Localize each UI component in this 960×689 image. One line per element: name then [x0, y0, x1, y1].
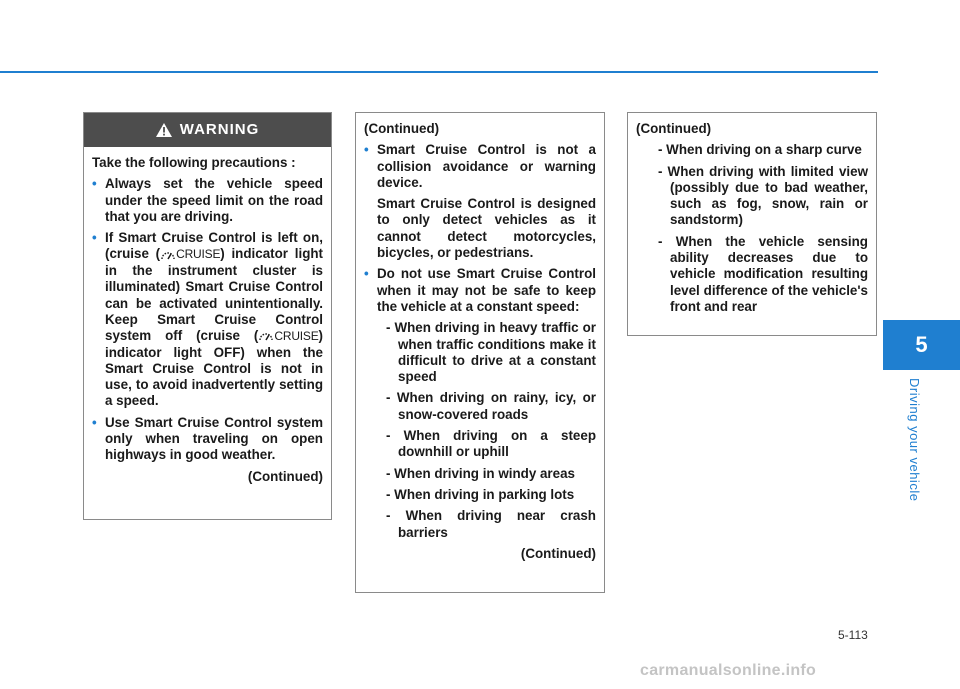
- continued-label: (Continued): [364, 121, 440, 136]
- sub-list-item: - When driving with limited view (possibly due to bad weather, such as fog, snow, rain or sandstorm): [658, 163, 868, 228]
- cruise-label: CRUISE: [176, 247, 221, 262]
- sub-list-item: - When the vehicle sensing ability decreases due to vehicle modification resulting level difference of the vehicle's front and rear: [658, 233, 868, 314]
- sub-list-item: - When driving on a sharp curve: [658, 142, 862, 158]
- header-rule: [0, 71, 878, 73]
- list-item: • Smart Cruise Control is not a collision avoidance or warning device.: [364, 142, 596, 190]
- sub-list-item: - When driving near crash barriers: [386, 508, 596, 540]
- bullet-icon: •: [92, 176, 97, 192]
- sub-list-item: - When driving in windy areas: [386, 465, 575, 481]
- list-item: • Do not use Smart Cruise Control when it may not be safe to keep the vehicle at a constant speed:: [364, 266, 596, 314]
- cruise-label: CRUISE: [274, 329, 319, 344]
- list-item: • Use Smart Cruise Control system only when traveling on open highways in good weather.: [92, 414, 323, 463]
- warning-triangle-icon: [156, 123, 172, 137]
- warning-title: WARNING: [179, 120, 260, 138]
- warning-box: [83, 112, 332, 520]
- list-item: • If Smart Cruise Control is left on, (cruise ( CRUISE ) indicator light in the instrument cluster is illuminated) Smart Cruise Control can be activated unintentionally. Keep Smart Cruise Control system off (cruise ( CRUISE ) indicator light OFF) when the Smart Cruise Control is not in use, to avoid inadvertently setting a speed.: [92, 230, 324, 409]
- chapter-title: Driving your vehicle: [907, 378, 922, 502]
- cruise-indicator-icon: [258, 328, 318, 344]
- chapter-number-tab[interactable]: [883, 320, 960, 370]
- continued-label: (Continued): [636, 121, 712, 136]
- warning-box-continued: [355, 112, 605, 593]
- watermark: carmanualsonline.info: [640, 662, 817, 679]
- chapter-number: 5: [915, 332, 928, 357]
- sub-list-item: - When driving on a steep downhill or uphill: [386, 428, 596, 460]
- continued-label: (Continued): [520, 545, 596, 561]
- warning-intro: Take the following precautions :: [92, 155, 296, 170]
- list-item: • Always set the vehicle speed under the speed limit on the road that you are driving.: [92, 176, 323, 224]
- warning-header: [84, 113, 331, 147]
- warning-box-continued: [627, 112, 877, 336]
- cruise-indicator-icon: [160, 246, 220, 262]
- bullet-icon: •: [364, 266, 369, 282]
- sub-list-item: - When driving in parking lots: [386, 486, 575, 502]
- sub-list-item: - When driving in heavy traffic or when traffic conditions make it difficult to drive at a constant speed: [386, 320, 596, 385]
- page-number: 5-113: [838, 628, 868, 642]
- bullet-icon: •: [92, 230, 97, 246]
- bullet-icon: •: [92, 414, 97, 430]
- sub-list-item: - When driving on rainy, icy, or snow-covered roads: [386, 390, 596, 422]
- paragraph: Smart Cruise Control is designed to only detect vehicles as it cannot detect motorcycles, bicycles, or pedestrians.: [377, 196, 596, 261]
- continued-label: (Continued): [247, 468, 323, 484]
- bullet-icon: •: [364, 142, 369, 158]
